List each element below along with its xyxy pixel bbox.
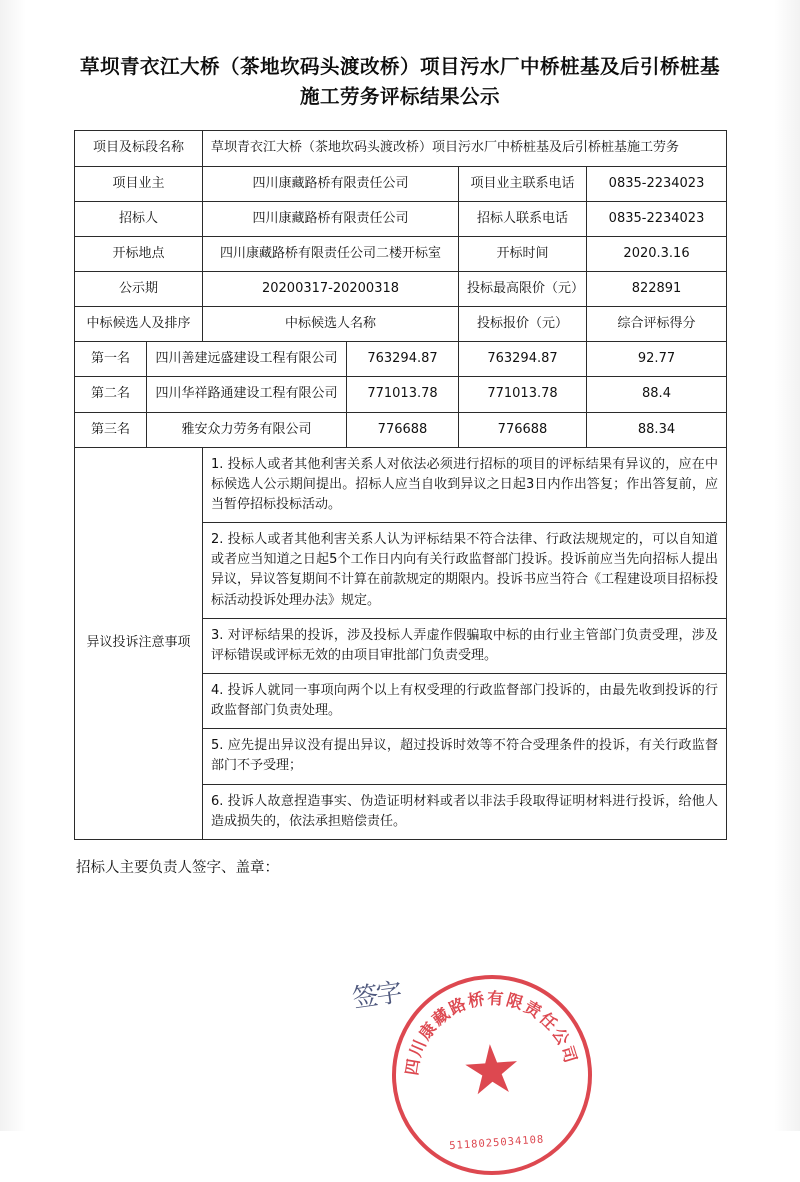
note-item: 2. 投标人或者其他利害关系人认为评标结果不符合法律、行政法规规定的，可以自知道或者应当知道之日起5个工作日内向有关行政监督部门投诉。投诉前应当先向招标人提出异议，异议答复期间不计算在前款规定的期限内。投诉书应当符合《工程建设项目招标投标活动投诉处理办法》规定。 (203, 523, 727, 619)
candidate-rank: 第二名 (75, 377, 147, 412)
note-item: 1. 投标人或者其他利害关系人对依法必须进行招标的项目的评标结果有异议的，应在中标候选人公示期间提出。招标人应当自收到异议之日起3日内作出答复；作出答复前，应当暂停招标投标活动。 (203, 447, 727, 522)
table-row (75, 166, 727, 201)
candidate-reviewed-price: 776688 (459, 412, 587, 447)
table-row (75, 377, 727, 412)
row-label-open-time: 开标时间 (459, 236, 587, 271)
row-label-publicity-period: 公示期 (75, 272, 203, 307)
seal-code: 5118025034108 (448, 1133, 545, 1153)
candidate-score: 88.4 (587, 377, 727, 412)
candidate-name: 四川善建远盛建设工程有限公司 (147, 342, 347, 377)
table-row (75, 342, 727, 377)
row-label-owner: 项目业主 (75, 166, 203, 201)
row-label-open-place: 开标地点 (75, 236, 203, 271)
candidates-header-row (75, 307, 727, 342)
row-value-open-time: 2020.3.16 (587, 236, 727, 271)
candidate-rank: 第三名 (75, 412, 147, 447)
row-label-project-name: 项目及标段名称 (75, 131, 203, 166)
row-value-tenderee: 四川康藏路桥有限责任公司 (203, 201, 459, 236)
note-item: 6. 投诉人故意捏造事实、伪造证明材料或者以非法手段取得证明材料进行投诉，给他人造成损失的，依法承担赔偿责任。 (203, 784, 727, 839)
candidate-name: 雅安众力劳务有限公司 (147, 412, 347, 447)
note-item: 3. 对评标结果的投诉，涉及投标人弄虚作假骗取中标的由行业主管部门负责受理，涉及评标错误或评标无效的由项目审批部门负责受理。 (203, 618, 727, 673)
candidate-rank: 第一名 (75, 342, 147, 377)
candidate-score: 88.34 (587, 412, 727, 447)
candidate-reviewed-price: 771013.78 (459, 377, 587, 412)
company-seal (385, 968, 598, 1181)
candidate-reviewed-price: 763294.87 (459, 342, 587, 377)
scan-edge-right (774, 0, 800, 1131)
candidate-bid-price: 771013.78 (347, 377, 459, 412)
table-row (75, 236, 727, 271)
seal-inner-ring (390, 973, 595, 1178)
row-value-publicity-period: 20200317-20200318 (203, 272, 459, 307)
notes-row (75, 447, 727, 522)
candidate-score: 92.77 (587, 342, 727, 377)
notes-table (74, 447, 727, 840)
row-value-project-name: 草坝青衣江大桥（茶地坎码头渡改桥）项目污水厂中桥桩基及后引桥桩基施工劳务 (203, 131, 727, 166)
row-value-tenderee-phone: 0835-2234023 (587, 201, 727, 236)
table-row (75, 272, 727, 307)
row-value-max-price: 822891 (587, 272, 727, 307)
page-title: 草坝青衣江大桥（茶地坎码头渡改桥）项目污水厂中桥桩基及后引桥桩基施工劳务评标结果公示 (79, 55, 720, 109)
notes-label: 异议投诉注意事项 (75, 447, 203, 839)
col-header-rank: 中标候选人及排序 (75, 307, 203, 342)
candidates-table (74, 341, 727, 447)
row-label-owner-phone: 项目业主联系电话 (459, 166, 587, 201)
row-value-owner-phone: 0835-2234023 (587, 166, 727, 201)
row-label-tenderee-phone: 招标人联系电话 (459, 201, 587, 236)
row-value-owner: 四川康藏路桥有限责任公司 (203, 166, 459, 201)
candidate-name: 四川华祥路通建设工程有限公司 (147, 377, 347, 412)
candidate-bid-price: 763294.87 (347, 342, 459, 377)
row-label-tenderee: 招标人 (75, 201, 203, 236)
col-header-score: 综合评标得分 (587, 307, 727, 342)
scan-edge-left (0, 0, 26, 1131)
signature-label: 招标人主要负责人签字、盖章： (76, 859, 279, 876)
handwritten-signature: 签字 (350, 977, 403, 1015)
seal-company-text: 四川康藏路桥有限责任公司 (402, 988, 581, 1077)
announcement-table (74, 130, 727, 342)
table-row (75, 131, 727, 166)
row-label-max-price: 投标最高限价（元） (459, 272, 587, 307)
col-header-bid-price: 投标报价（元） (459, 307, 587, 342)
table-row (75, 201, 727, 236)
note-item: 4. 投诉人就同一事项向两个以上有权受理的行政监督部门投诉的，由最先收到投诉的行政监督部门负责处理。 (203, 673, 727, 728)
row-value-open-place: 四川康藏路桥有限责任公司二楼开标室 (203, 236, 459, 271)
candidate-bid-price: 776688 (347, 412, 459, 447)
col-header-name: 中标候选人名称 (203, 307, 459, 342)
note-item: 5. 应先提出异议没有提出异议，超过投诉时效等不符合受理条件的投诉，有关行政监督部门不予受理； (203, 729, 727, 784)
table-row (75, 412, 727, 447)
